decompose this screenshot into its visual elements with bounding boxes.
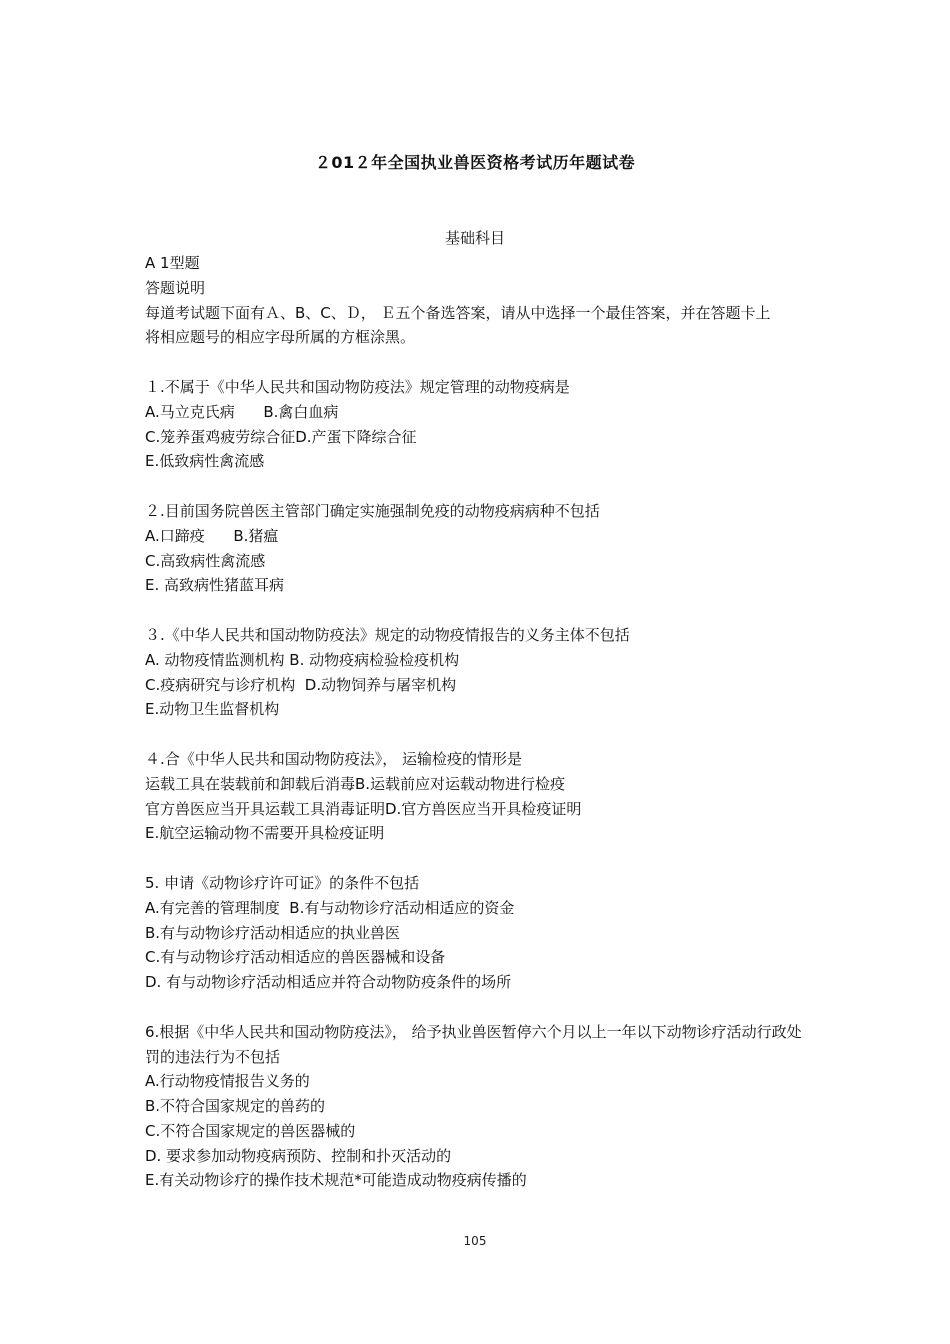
document-title: ２01２年全国执业兽医资格考试历年题试卷 <box>314 153 636 172</box>
question-6 <box>145 1020 810 1194</box>
page-number: 105 <box>463 1234 487 1248</box>
question-option: A.口蹄疫 B.猪瘟 <box>145 526 279 545</box>
subject-heading: 基础科目 <box>444 229 505 247</box>
question-option: B.有与动物诊疗活动相适应的执业兽医 <box>145 923 401 942</box>
question-option: 官方兽医应当开具运载工具消毒证明D.官方兽医应当开具检疫证明 <box>145 799 582 818</box>
question-option: E.低致病性禽流感 <box>145 452 265 471</box>
question-5 <box>145 871 810 995</box>
question-option: D. 有与动物诊疗活动相适应并符合动物防疫条件的场所 <box>145 973 512 992</box>
question-option: C.不符合国家规定的兽医器械的 <box>145 1121 356 1140</box>
question-option: E. 高致病性猪蓝耳病 <box>145 576 285 595</box>
question-option: E.有关动物诊疗的操作技术规范*可能造成动物疫病传播的 <box>145 1171 527 1190</box>
question-option: C.疫病研究与诊疗机构 D.动物饲养与屠宰机构 <box>145 675 457 694</box>
question-stem: ３.《中华人民共和国动物防疫法》规定的动物疫情报告的义务主体不包括 <box>145 625 630 644</box>
question-option: C.有与动物诊疗活动相适应的兽医器械和设备 <box>145 948 446 967</box>
spacer <box>145 598 810 623</box>
question-2 <box>145 499 810 598</box>
question-option: A.行动物疫情报告义务的 <box>145 1072 310 1091</box>
spacer <box>145 995 810 1020</box>
question-option: D. 要求参加动物疫病预防、控制和扑灭活动的 <box>145 1146 452 1165</box>
instructions-line: 将相应题号的相应字母所属的方框涂黑。 <box>145 328 416 347</box>
question-1 <box>145 375 810 474</box>
question-option: A. 动物疫情监测机构 B. 动物疫病检验检疫机构 <box>145 650 460 669</box>
instructions-heading: 答题说明 <box>145 278 206 297</box>
instructions-line: 每道考试题下面有Ａ、B、C、Ｄ， Ｅ五个备选答案，请从中选择一个最佳答案，并在答题卡上 <box>145 303 771 322</box>
question-option: B.不符合国家规定的兽药的 <box>145 1097 326 1116</box>
spacer <box>145 350 810 375</box>
question-stem: 6.根据《中华人民共和国动物防疫法》， 给予执业兽医暂停六个月以上一年以下动物诊疗活动行政处罚的违法行为不包括 <box>145 1022 802 1066</box>
question-4 <box>145 747 810 846</box>
question-stem: ２.目前国务院兽医主管部门确定实施强制免疫的动物疫病病种不包括 <box>145 501 600 520</box>
question-option: A.马立克氏病 B.禽白血病 <box>145 402 339 421</box>
question-stem: ４.合《中华人民共和国动物防疫法》， 运输检疫的情形是 <box>145 749 523 768</box>
question-option: E.航空运输动物不需要开具检疫证明 <box>145 824 385 843</box>
question-3 <box>145 623 810 722</box>
section-label: A 1型题 <box>145 254 200 272</box>
question-stem: １.不属于《中华人民共和国动物防疫法》规定管理的动物疫病是 <box>145 377 570 396</box>
spacer <box>145 474 810 499</box>
question-option: 运载工具在装载前和卸载后消毒B.运载前应对运载动物进行检疫 <box>145 774 566 793</box>
question-option: C.高致病性禽流感 <box>145 551 266 570</box>
spacer <box>145 846 810 871</box>
question-option: E.动物卫生监督机构 <box>145 700 280 719</box>
document-body <box>145 251 810 1193</box>
spacer <box>145 722 810 747</box>
question-option: A.有完善的管理制度 B.有与动物诊疗活动相适应的资金 <box>145 898 515 917</box>
question-stem: 5. 申请《动物诊疗许可证》的条件不包括 <box>145 873 420 892</box>
question-option: C.笼养蛋鸡疲劳综合征D.产蛋下降综合征 <box>145 427 417 446</box>
